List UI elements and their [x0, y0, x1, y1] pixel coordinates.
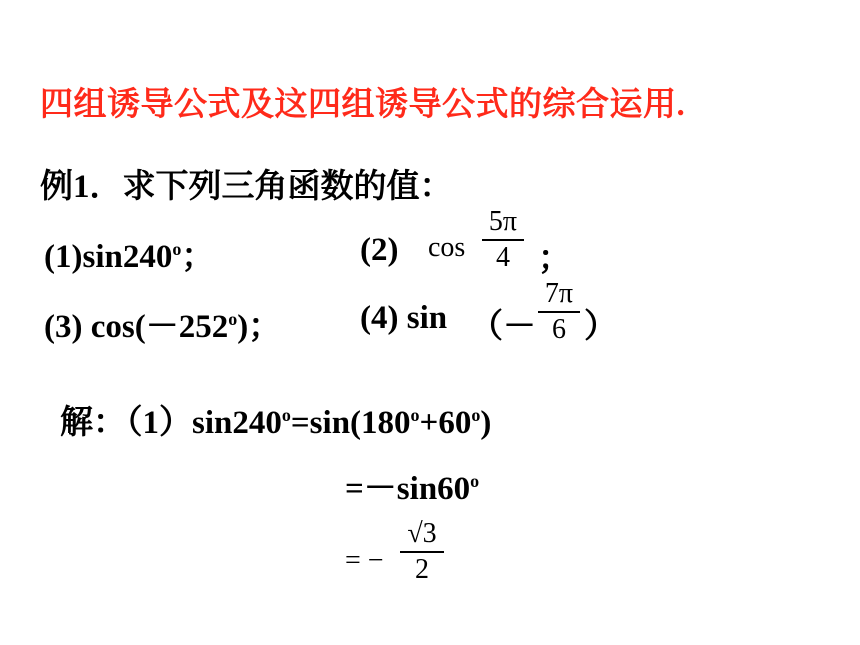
solution-equals-minus: = − — [345, 545, 384, 576]
degree-sign: o — [471, 405, 481, 425]
problem-2-function: cos — [428, 232, 466, 263]
problem-2-label: (2) — [360, 232, 399, 268]
slide-title: 四组诱导公式及这四组诱导公式的综合运用. — [40, 87, 686, 123]
problem-3-expr: (3) cos(－252 — [44, 309, 229, 345]
fraction-denominator: 4 — [496, 242, 510, 273]
degree-sign: o — [470, 471, 480, 491]
problem-1-tail: ； — [181, 239, 215, 275]
problem-4-close: ） — [584, 309, 617, 345]
problem-4-open: （－ — [470, 309, 536, 345]
problem-4-fraction — [538, 278, 580, 346]
fraction-numerator: 5π — [488, 206, 518, 237]
solution-plus: +60 — [419, 405, 472, 441]
degree-sign: o — [228, 309, 238, 329]
fraction-numerator: 7π — [544, 278, 574, 309]
problem-3-tail: )； — [237, 309, 282, 345]
fraction-bar — [400, 551, 444, 553]
solution-close: ) — [480, 405, 492, 441]
solution-sin: =sin(180 — [290, 405, 411, 441]
solution-fraction — [400, 518, 444, 586]
degree-sign: o — [172, 239, 182, 259]
problem-2-tail: ； — [538, 241, 571, 277]
solution-neg-sin: =－sin60 — [345, 471, 471, 507]
example-heading: 例1．求下列三角函数的值： — [40, 169, 453, 205]
solution-line-2 — [345, 462, 479, 509]
degree-sign: o — [281, 405, 291, 425]
fraction-numerator: √3 — [407, 518, 437, 549]
degree-sign: o — [410, 405, 420, 425]
solution-line-1 — [60, 396, 491, 443]
problem-4-label: (4) sin — [360, 300, 448, 336]
fraction-bar — [482, 239, 524, 241]
fraction-denominator: 2 — [415, 554, 429, 585]
fraction-bar — [538, 311, 580, 313]
solution-start: 解：（1）sin240 — [60, 405, 282, 441]
problem-3 — [44, 300, 281, 347]
problem-2-fraction — [482, 206, 524, 274]
problem-1-expr: (1)sin240 — [44, 239, 173, 275]
problem-1 — [44, 230, 214, 277]
fraction-denominator: 6 — [552, 314, 566, 345]
